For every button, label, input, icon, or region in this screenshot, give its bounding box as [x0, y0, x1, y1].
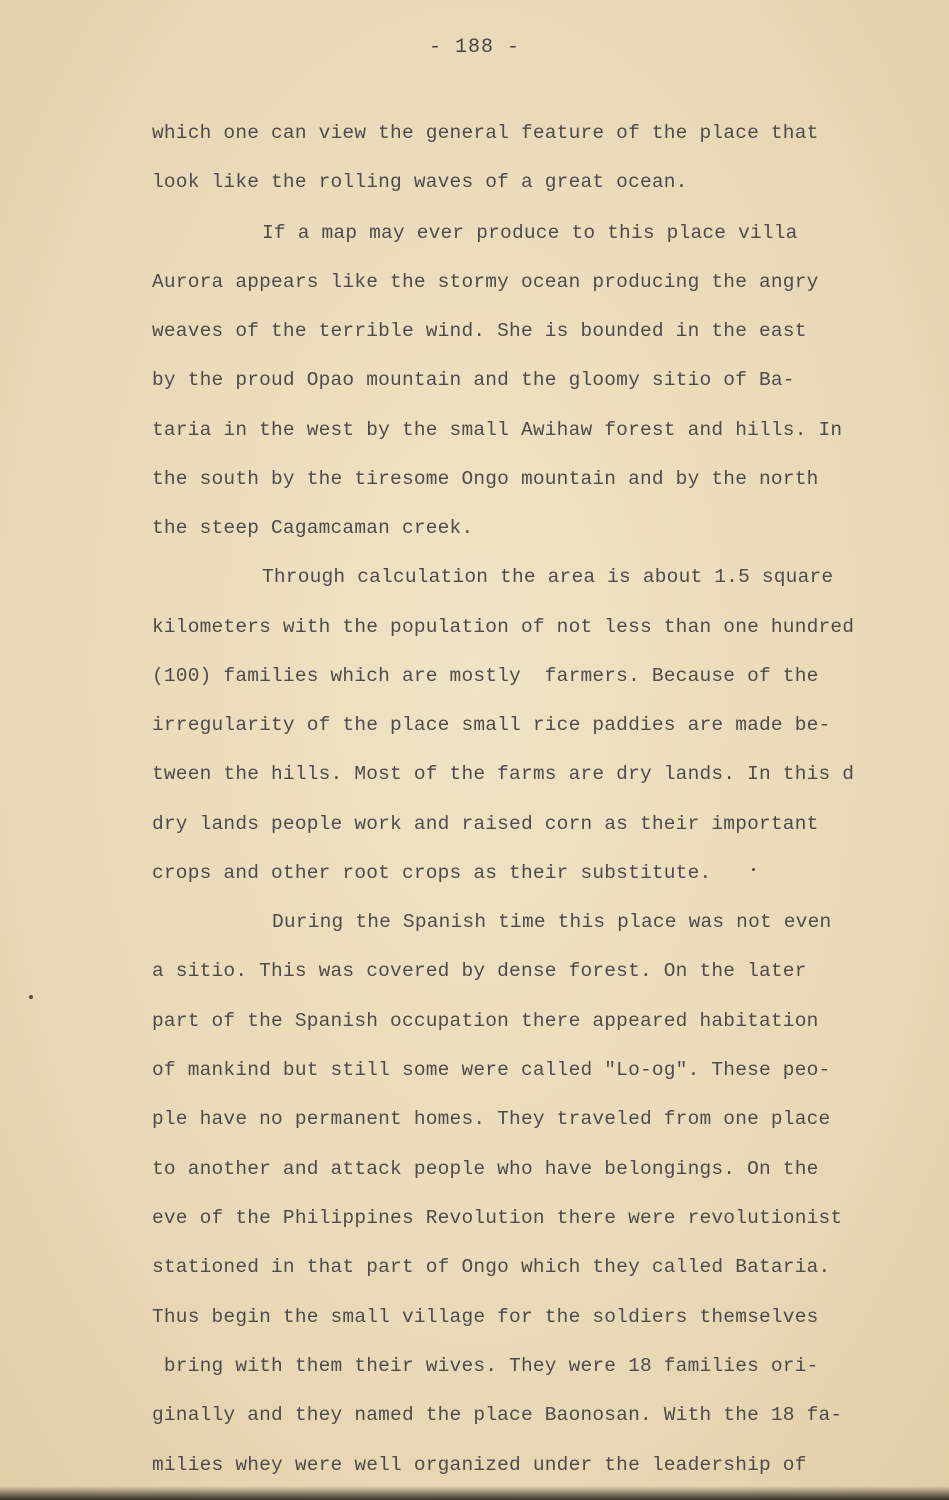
text-line-12: (100) families which are mostly farmers. Because of the	[152, 665, 819, 687]
text-line-23: eve of the Philippines Revolution there were revolutionist	[152, 1207, 843, 1229]
text-line-2: look like the rolling waves of a great ocean.	[152, 171, 688, 193]
text-line-16: crops and other root crops as their substitute.	[152, 862, 712, 884]
paper-speck	[29, 995, 33, 999]
text-line-4: Aurora appears like the stormy ocean producing the angry	[152, 271, 819, 293]
text-line-22: to another and attack people who have belongings. On the	[152, 1158, 819, 1180]
text-line-14: tween the hills. Most of the farms are dry lands. In this d	[152, 763, 855, 785]
text-line-6: by the proud Opao mountain and the gloomy sitio of Ba-	[152, 369, 795, 391]
text-line-15: dry lands people work and raised corn as their important	[152, 813, 819, 835]
paper-speck	[752, 868, 755, 871]
text-line-9: the steep Cagamcaman creek.	[152, 517, 474, 539]
text-line-27: ginally and they named the place Baonosan. With the 18 fa-	[152, 1404, 843, 1426]
text-line-17: During the Spanish time this place was not even	[272, 911, 832, 933]
text-line-18: a sitio. This was covered by dense forest. On the later	[152, 960, 807, 982]
text-line-10: Through calculation the area is about 1.5 square	[262, 566, 834, 588]
text-line-21: ple have no permanent homes. They traveled from one place	[152, 1108, 831, 1130]
scan-bottom-edge	[0, 1486, 949, 1500]
text-line-13: irregularity of the place small rice paddies are made be-	[152, 714, 831, 736]
text-line-5: weaves of the terrible wind. She is bounded in the east	[152, 320, 807, 342]
text-line-28: milies whey were well organized under the leadership of	[152, 1454, 807, 1476]
text-line-3: If a map may ever produce to this place villa	[262, 222, 798, 244]
text-line-26: bring with them their wives. They were 18 families ori-	[152, 1355, 819, 1377]
text-line-11: kilometers with the population of not less than one hundred	[152, 616, 855, 638]
text-line-8: the south by the tiresome Ongo mountain and by the north	[152, 468, 819, 490]
text-line-1: which one can view the general feature of the place that	[152, 122, 819, 144]
text-line-19: part of the Spanish occupation there appeared habitation	[152, 1010, 819, 1032]
text-line-7: taria in the west by the small Awihaw forest and hills. In	[152, 419, 843, 441]
text-line-25: Thus begin the small village for the soldiers themselves	[152, 1306, 819, 1328]
text-line-20: of mankind but still some were called "Lo-og". These peo-	[152, 1059, 831, 1081]
text-line-24: stationed in that part of Ongo which they called Bataria.	[152, 1256, 831, 1278]
page-number: - 188 -	[428, 36, 520, 59]
